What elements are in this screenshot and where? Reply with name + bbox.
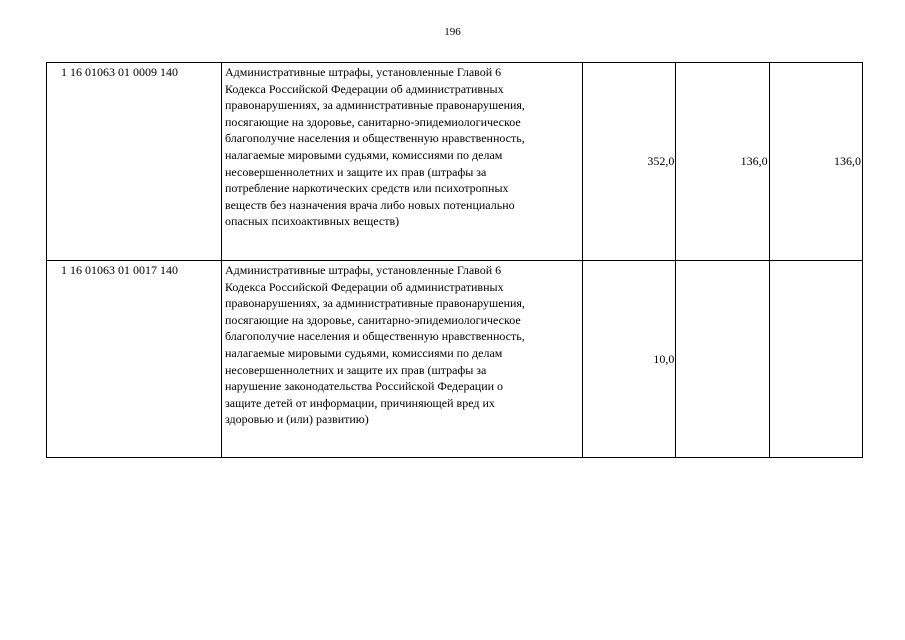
- description-line: правонарушениях, за административные правонарушения,: [225, 296, 525, 311]
- description-line: нарушение законодательства Российской Федерации о: [225, 379, 504, 394]
- description-line: здоровью и (или) развитию): [225, 412, 369, 427]
- description-cell: [222, 63, 583, 261]
- description-line: потребление наркотических средств или психотропных: [225, 181, 509, 196]
- description-line: налагаемые мировыми судьями, комиссиями по делам: [225, 147, 503, 162]
- description-cell: [222, 261, 583, 458]
- value-cell-1: 352,0: [583, 63, 676, 261]
- description-line: благополучие населения и общественную нравственность,: [225, 329, 525, 344]
- description-line: посягающие на здоровье, санитарно-эпидемиологическое: [225, 312, 521, 327]
- table-row: [47, 261, 863, 458]
- value-cell-1: 10,0: [583, 261, 676, 458]
- description-line: посягающие на здоровье, санитарно-эпидемиологическое: [225, 114, 521, 129]
- description-line: благополучие населения и общественную нравственность,: [225, 131, 525, 146]
- budget-code-cell: 1 16 01063 01 0009 140: [47, 63, 222, 261]
- description-line: Административные штрафы, установленные Главой 6: [225, 263, 502, 277]
- description-line: Кодекса Российской Федерации об административных: [225, 81, 504, 96]
- value-cell-2: [676, 261, 769, 458]
- value-cell-2: 136,0: [676, 63, 769, 261]
- description-line: налагаемые мировыми судьями, комиссиями по делам: [225, 345, 503, 360]
- description-line: несовершеннолетних и защите их прав (штрафы за: [225, 164, 487, 179]
- value-cell-3: [769, 261, 862, 458]
- table-row: [47, 63, 863, 261]
- description-line: Кодекса Российской Федерации об административных: [225, 279, 504, 294]
- page-number: 196: [444, 26, 461, 38]
- description-line: защите детей от информации, причиняющей вред их: [225, 395, 495, 410]
- description-line: Административные штрафы, установленные Главой 6: [225, 65, 502, 79]
- description-line: опасных психоактивных веществ): [225, 214, 400, 229]
- description-line: веществ без назначения врача либо новых потенциально: [225, 197, 515, 212]
- budget-table: [46, 62, 863, 458]
- description-line: несовершеннолетних и защите их прав (штрафы за: [225, 362, 487, 377]
- description-line: правонарушениях, за административные правонарушения,: [225, 98, 525, 113]
- budget-code-cell: 1 16 01063 01 0017 140: [47, 261, 222, 458]
- value-cell-3: 136,0: [769, 63, 862, 261]
